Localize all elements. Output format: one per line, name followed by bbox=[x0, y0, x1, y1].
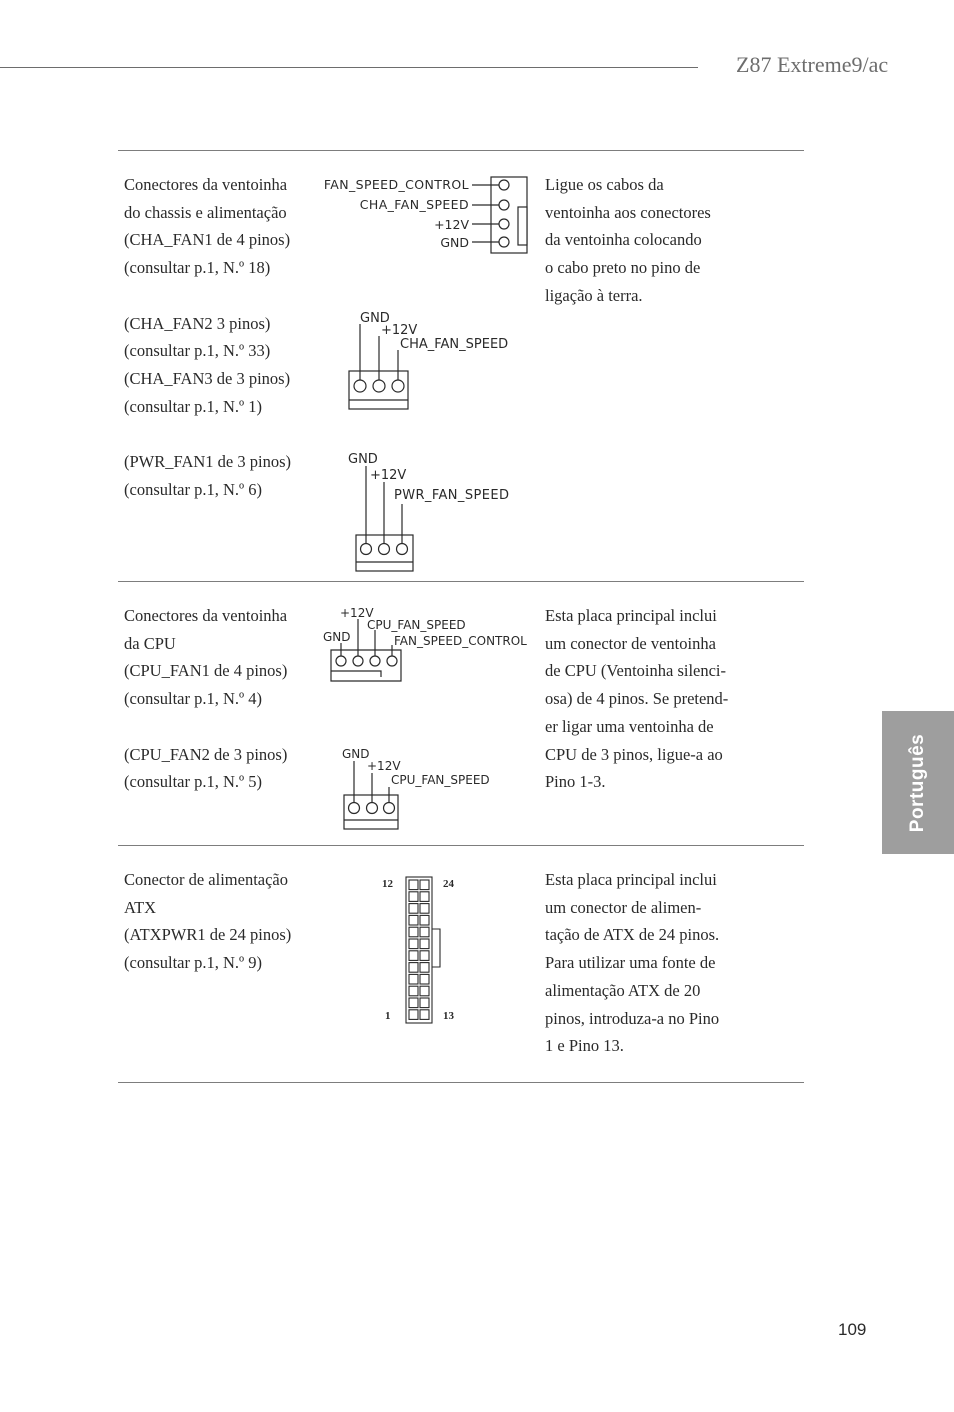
text-line: da ventoinha colocando bbox=[545, 230, 702, 250]
cha-fan1-label: FAN_SPEED_CONTROL bbox=[323, 177, 469, 192]
atx-pin bbox=[420, 974, 429, 984]
atx-pin bbox=[420, 904, 429, 914]
text-line: ligação à terra. bbox=[545, 285, 643, 305]
cha-fan2-pin bbox=[354, 380, 366, 392]
atx-pin bbox=[420, 986, 429, 996]
atx-pin-label: 24 bbox=[443, 878, 454, 890]
atx-pin bbox=[409, 974, 418, 984]
text-line: (CPU_FAN1 de 4 pinos) bbox=[124, 661, 288, 681]
atx-pin bbox=[409, 998, 418, 1008]
cpu-fan1-speed-label: CPU_FAN_SPEED bbox=[367, 618, 466, 632]
text-line: (consultar p.1, N.º 6) bbox=[124, 479, 263, 499]
atx-pin bbox=[409, 880, 418, 890]
atx-pin bbox=[420, 892, 429, 902]
cha-fan1-pin bbox=[499, 237, 509, 247]
text-line: alimentação ATX de 20 bbox=[545, 980, 701, 1000]
text-line: (ATXPWR1 de 24 pinos) bbox=[124, 925, 292, 945]
cha-fan1-key bbox=[518, 207, 527, 245]
cpu-fan2-12v-label: +12V bbox=[367, 759, 401, 773]
atx-pin bbox=[409, 927, 418, 937]
atx-pin bbox=[420, 880, 429, 890]
atx-pin bbox=[409, 986, 418, 996]
atx-pin-label: 13 bbox=[443, 1010, 454, 1022]
text-line: Para utilizar uma fonte de bbox=[545, 953, 716, 973]
cpu-fan2-pin bbox=[367, 803, 378, 814]
text-line: do chassis e alimentação bbox=[124, 202, 287, 222]
atx-pin bbox=[420, 963, 429, 973]
cha-fan2-12v-label: +12V bbox=[381, 323, 418, 338]
atx-pin bbox=[409, 963, 418, 973]
atx-pin bbox=[409, 892, 418, 902]
cha-fan2-gnd-label: GND bbox=[360, 311, 390, 326]
cha-fan2-speed-label: CHA_FAN_SPEED bbox=[400, 337, 509, 352]
text-line: CPU de 3 pinos, ligue-a ao bbox=[545, 744, 723, 764]
text-line: 1 e Pino 13. bbox=[545, 1036, 624, 1056]
text-line: de CPU (Ventoinha silenci- bbox=[545, 661, 727, 681]
atx-pin bbox=[420, 1010, 429, 1020]
text-line: ATX bbox=[124, 897, 157, 917]
atx-pin bbox=[420, 915, 429, 925]
pwr-fan1-pin bbox=[397, 544, 408, 555]
text-line: um conector de alimen- bbox=[545, 897, 702, 917]
atx-pin bbox=[420, 951, 429, 961]
text-line: (consultar p.1, N.º 9) bbox=[124, 953, 263, 973]
text-line: (CPU_FAN2 de 3 pinos) bbox=[124, 744, 288, 764]
text-line: Ligue os cabos da bbox=[545, 175, 664, 194]
text-line: (consultar p.1, N.º 4) bbox=[124, 689, 263, 709]
text-line: (consultar p.1, N.º 5) bbox=[124, 772, 263, 792]
cpu-fan2-pin bbox=[384, 803, 395, 814]
model-title: Z87 Extreme9/ac bbox=[736, 52, 889, 77]
text-line: ventoinha aos conectores bbox=[545, 202, 711, 222]
pwr-fan1-speed-label: PWR_FAN_SPEED bbox=[394, 488, 510, 503]
language-tab-label: Português bbox=[907, 733, 929, 832]
pwr-fan1-pin bbox=[379, 544, 390, 555]
cha-fan1-pin bbox=[499, 200, 509, 210]
cpu-fan2-housing bbox=[344, 795, 398, 829]
text-line: Esta placa principal inclui bbox=[545, 606, 717, 625]
cha-fan1-pin bbox=[499, 219, 509, 229]
atx-pin bbox=[420, 939, 429, 949]
text-line: (CHA_FAN2 3 pinos) bbox=[124, 313, 271, 333]
cpu-fan1-pin bbox=[370, 656, 380, 666]
atx-pin bbox=[420, 998, 429, 1008]
cha-fan1-label: GND bbox=[440, 235, 469, 250]
text-line: o cabo preto no pino de bbox=[545, 258, 701, 278]
pwr-fan1-gnd-label: GND bbox=[348, 452, 378, 467]
pwr-fan1-12v-label: +12V bbox=[370, 468, 407, 483]
cpu-fan2-gnd-label: GND bbox=[342, 747, 370, 761]
text-line: tação de ATX de 24 pinos. bbox=[545, 925, 720, 945]
atx-pin bbox=[409, 939, 418, 949]
text-line: osa) de 4 pinos. Se pretend- bbox=[545, 689, 729, 709]
text-line: Conectores da ventoinha bbox=[124, 175, 288, 194]
text-line: pinos, introduza-a no Pino bbox=[545, 1008, 720, 1028]
atx-latch bbox=[432, 929, 440, 967]
cha-fan1-label: +12V bbox=[434, 217, 469, 232]
text-line: um conector de ventoinha bbox=[545, 633, 716, 653]
atx-pin bbox=[420, 927, 429, 937]
atx-housing bbox=[406, 877, 432, 1023]
cpu-fan1-pin bbox=[387, 656, 397, 666]
atx-pin-label: 1 bbox=[385, 1010, 391, 1022]
cpu-fan2-pin bbox=[349, 803, 360, 814]
text-line: (CHA_FAN1 de 4 pinos) bbox=[124, 230, 291, 250]
atx-pin bbox=[409, 904, 418, 914]
atx-pin-label: 12 bbox=[382, 878, 393, 890]
cha-fan1-pin bbox=[499, 180, 509, 190]
cha-fan2-pin bbox=[392, 380, 404, 392]
cpu-fan1-12v-label: +12V bbox=[340, 606, 374, 620]
text-line: Pino 1-3. bbox=[545, 772, 606, 792]
text-line: Conector de alimentação bbox=[124, 870, 289, 889]
cpu-fan1-control-label: FAN_SPEED_CONTROL bbox=[394, 634, 527, 648]
atx-pin bbox=[409, 1010, 418, 1020]
text-line: Esta placa principal inclui bbox=[545, 870, 717, 889]
text-line: da CPU bbox=[124, 633, 176, 653]
text-line: er ligar uma ventoinha de bbox=[545, 716, 714, 736]
cha-fan2-pin bbox=[373, 380, 385, 392]
cpu-fan1-key bbox=[331, 671, 381, 677]
cpu-fan1-gnd-label: GND bbox=[323, 630, 351, 644]
text-line: (consultar p.1, N.º 1) bbox=[124, 396, 263, 416]
cha-fan1-diagram bbox=[472, 177, 527, 253]
cpu-fan1-pin bbox=[336, 656, 346, 666]
atx-diagram bbox=[406, 877, 440, 1023]
cpu-fan2-speed-label: CPU_FAN_SPEED bbox=[391, 773, 490, 787]
cha-fan1-label: CHA_FAN_SPEED bbox=[359, 197, 469, 212]
atx-pin bbox=[409, 915, 418, 925]
cpu-fan1-pin bbox=[353, 656, 363, 666]
atx-pin bbox=[409, 951, 418, 961]
page-number: 109 bbox=[838, 1320, 867, 1339]
text-line: (CHA_FAN3 de 3 pinos) bbox=[124, 368, 291, 388]
text-line: (PWR_FAN1 de 3 pinos) bbox=[124, 452, 291, 472]
text-line: Conectores da ventoinha bbox=[124, 606, 288, 625]
text-line: (consultar p.1, N.º 33) bbox=[124, 341, 271, 361]
text-line: (consultar p.1, N.º 18) bbox=[124, 258, 271, 278]
pwr-fan1-pin bbox=[361, 544, 372, 555]
